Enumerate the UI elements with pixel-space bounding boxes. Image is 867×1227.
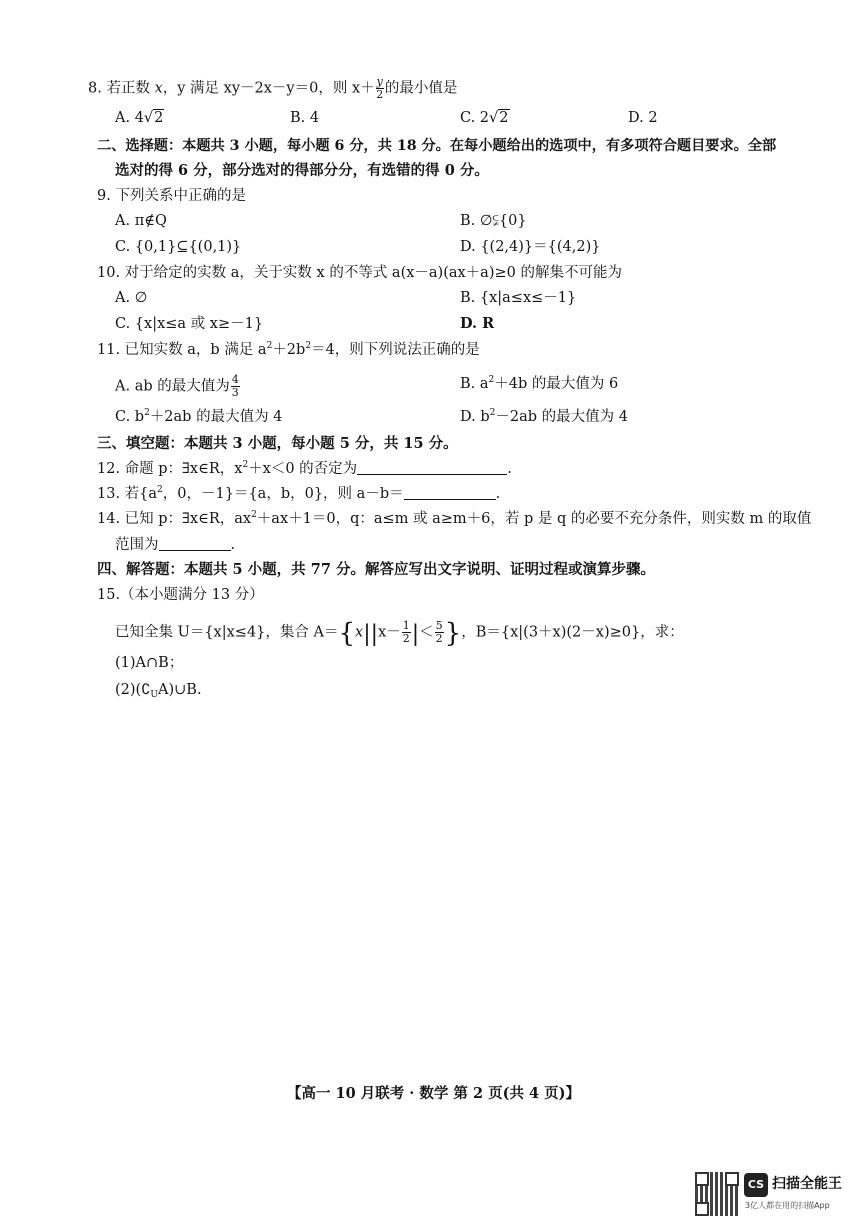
q13-end: .: [495, 486, 501, 502]
q15-stem-post: ，B＝{x|(3＋x)(2－x)≥0}，求：: [461, 624, 684, 641]
q10-stem: 10. 对于给定的实数 a，关于实数 x 的不等式 a(x－a)(ax＋a)≥0 的解集不可能为: [97, 265, 622, 281]
frac-num: 4: [231, 373, 239, 386]
q11-option-a: [115, 374, 241, 399]
q13-sup: 2: [157, 485, 163, 495]
q10-option-c: C. {x|x≤a 或 x≥－1}: [115, 316, 264, 332]
section2-heading-line2: 选对的得 6 分，部分选对的得部分分，有选错的得 0 分。: [115, 162, 489, 179]
q13-answer-blank[interactable]: [404, 485, 496, 500]
q12-stem: [97, 459, 512, 479]
q9-option-a: A. π∉Q: [115, 213, 167, 229]
set-var: x: [355, 624, 364, 641]
sqrt-sign: √: [143, 110, 154, 126]
q8-option-a-radicand: 2: [154, 110, 164, 126]
q11-option-b: [460, 374, 618, 394]
section4-heading: 四、解答题：本题共 5 小题，共 77 分。解答应写出文字说明、证明过程或演算步骤。: [97, 561, 655, 578]
q15-part2-post: A)∪B.: [158, 682, 202, 698]
q10-option-d: D. R: [460, 315, 495, 332]
q11-option-a-fraction: [231, 374, 240, 399]
q12-sup: 2: [242, 460, 249, 470]
q12-post: ＋x＜0 的否定为: [248, 461, 358, 477]
q11-option-c-pre: C. b: [115, 409, 145, 425]
q8-stem: [88, 76, 457, 101]
q10-option-b: B. {x|a≤x≤－1}: [460, 290, 577, 306]
q14-end: .: [230, 537, 236, 553]
q15-stem-pre: 已知全集 U＝{x|x≤4}，集合 A＝: [115, 624, 339, 641]
q15-part2-pre: (2)(∁: [115, 682, 151, 698]
frac-num: 5: [435, 619, 443, 632]
q15-fraction-half: [402, 620, 411, 645]
q11-option-d: [460, 407, 628, 427]
q11-sup: 2: [489, 408, 496, 418]
q11-option-b-pre: B. a: [460, 376, 489, 392]
q8-stem-mid: ，y 满足 xy－2x－y＝0，则 x＋: [162, 80, 375, 97]
frac-den: 3: [231, 386, 239, 399]
q13-pre: 13. 若{a: [97, 486, 158, 502]
set-bar: |: [363, 621, 371, 647]
q14-pre: 14. 已知 p：∃x∈R，ax: [97, 511, 252, 527]
q8-option-a: [115, 108, 164, 128]
q12-pre: 12. 命题 p：∃x∈R，x: [97, 461, 243, 477]
section3-heading: 三、填空题：本题共 3 小题，每小题 5 分，共 15 分。: [97, 435, 458, 452]
q15-part1: (1)A∩B；: [115, 655, 184, 671]
q11-option-d-post: －2ab 的最大值为 4: [495, 409, 628, 425]
watermark-app-name: 扫描全能王: [772, 1176, 842, 1192]
q14-line2: 范围为: [115, 537, 159, 553]
frac-num: 1: [402, 619, 410, 632]
q11-option-a-text: A. ab 的最大值为: [115, 378, 230, 395]
q12-answer-blank[interactable]: [357, 460, 507, 475]
q11-option-c-post: ＋2ab 的最大值为 4: [149, 409, 283, 425]
frac-den: 2: [435, 632, 443, 645]
q11-stem-pre: 11. 已知实数 a，b 满足 a: [97, 342, 267, 358]
q13-post: ，0，－1}＝{a，b，0}，则 a－b＝: [162, 486, 404, 502]
q8-fraction: [376, 76, 384, 101]
q10-option-a: A. ∅: [115, 290, 148, 306]
frac-den: 2: [402, 632, 410, 645]
q8-stem-suffix: 的最小值是: [384, 80, 458, 97]
q15-part2-sub: U: [150, 690, 159, 700]
q8-frac-num: y: [376, 75, 383, 88]
q8-stem-var: x: [154, 80, 163, 97]
qr-code-icon: [695, 1172, 739, 1216]
abs-open: |: [370, 621, 379, 647]
abs-close: |: [411, 621, 420, 647]
q14-sup: 2: [251, 510, 257, 520]
q8-option-b: B. 4: [290, 110, 320, 126]
q8-option-d: D. 2: [628, 110, 658, 126]
page-footer: 【高一 10 月联考 · 数学 第 2 页(共 4 页)】: [286, 1085, 581, 1102]
q11-option-c: [115, 407, 282, 427]
q11-sup: 2: [266, 341, 273, 351]
q15-part2: [115, 680, 202, 700]
watermark-tagline: 3亿人都在用的扫描App: [745, 1201, 830, 1210]
q11-stem-mid: ＋2b: [272, 342, 306, 358]
q11-stem-post: ＝4，则下列说法正确的是: [311, 342, 480, 358]
q11-sup: 2: [488, 375, 495, 385]
q9-stem: 9. 下列关系中正确的是: [97, 188, 246, 204]
q11-sup: 2: [305, 341, 312, 351]
q9-option-d: D. {(2,4)}＝{(4,2)}: [460, 239, 601, 255]
less-than: ＜: [419, 624, 434, 641]
q15-fraction-five-halves: [435, 620, 444, 645]
q15-stem: [115, 618, 684, 649]
set-brace-open: {: [338, 618, 356, 649]
q11-option-b-post: ＋4b 的最大值为 6: [494, 376, 619, 392]
q11-option-d-pre: D. b: [460, 409, 490, 425]
q14-post: ＋ax＋1＝0，q：a≤m 或 a≥m＋6，若 p 是 q 的必要不充分条件，则实数 m 的取值: [256, 511, 812, 527]
q8-option-c-label: C. 2: [460, 110, 490, 126]
q9-option-c: C. {0,1}⊆{(0,1)}: [115, 239, 242, 255]
q15-header: 15.（本小题满分 13 分）: [97, 587, 264, 603]
set-brace-close: }: [444, 618, 462, 649]
abs-inner: x－: [378, 624, 401, 641]
q11-stem: [97, 340, 480, 360]
q8-frac-den: 2: [376, 88, 384, 101]
section2-heading-line1: 二、选择题：本题共 3 小题，每小题 6 分，共 18 分。在每小题给出的选项中，有多项符合题目要求。全部: [97, 138, 777, 154]
camscanner-logo-icon: CS: [744, 1173, 768, 1197]
q8-option-c-radicand: 2: [499, 110, 509, 126]
q9-option-b: B. ∅⫋{0}: [460, 213, 527, 229]
sqrt-sign: √: [489, 110, 499, 126]
q14-stem-line2: [115, 535, 235, 555]
q8-option-c: [460, 108, 510, 128]
q12-end: .: [507, 461, 512, 477]
q11-sup: 2: [144, 408, 150, 418]
q8-option-a-label: A. 4: [115, 110, 144, 126]
q8-stem-prefix: 8. 若正数: [88, 80, 155, 97]
q14-stem: [97, 509, 811, 529]
q14-answer-blank[interactable]: [159, 536, 231, 551]
q13-stem: [97, 484, 500, 504]
